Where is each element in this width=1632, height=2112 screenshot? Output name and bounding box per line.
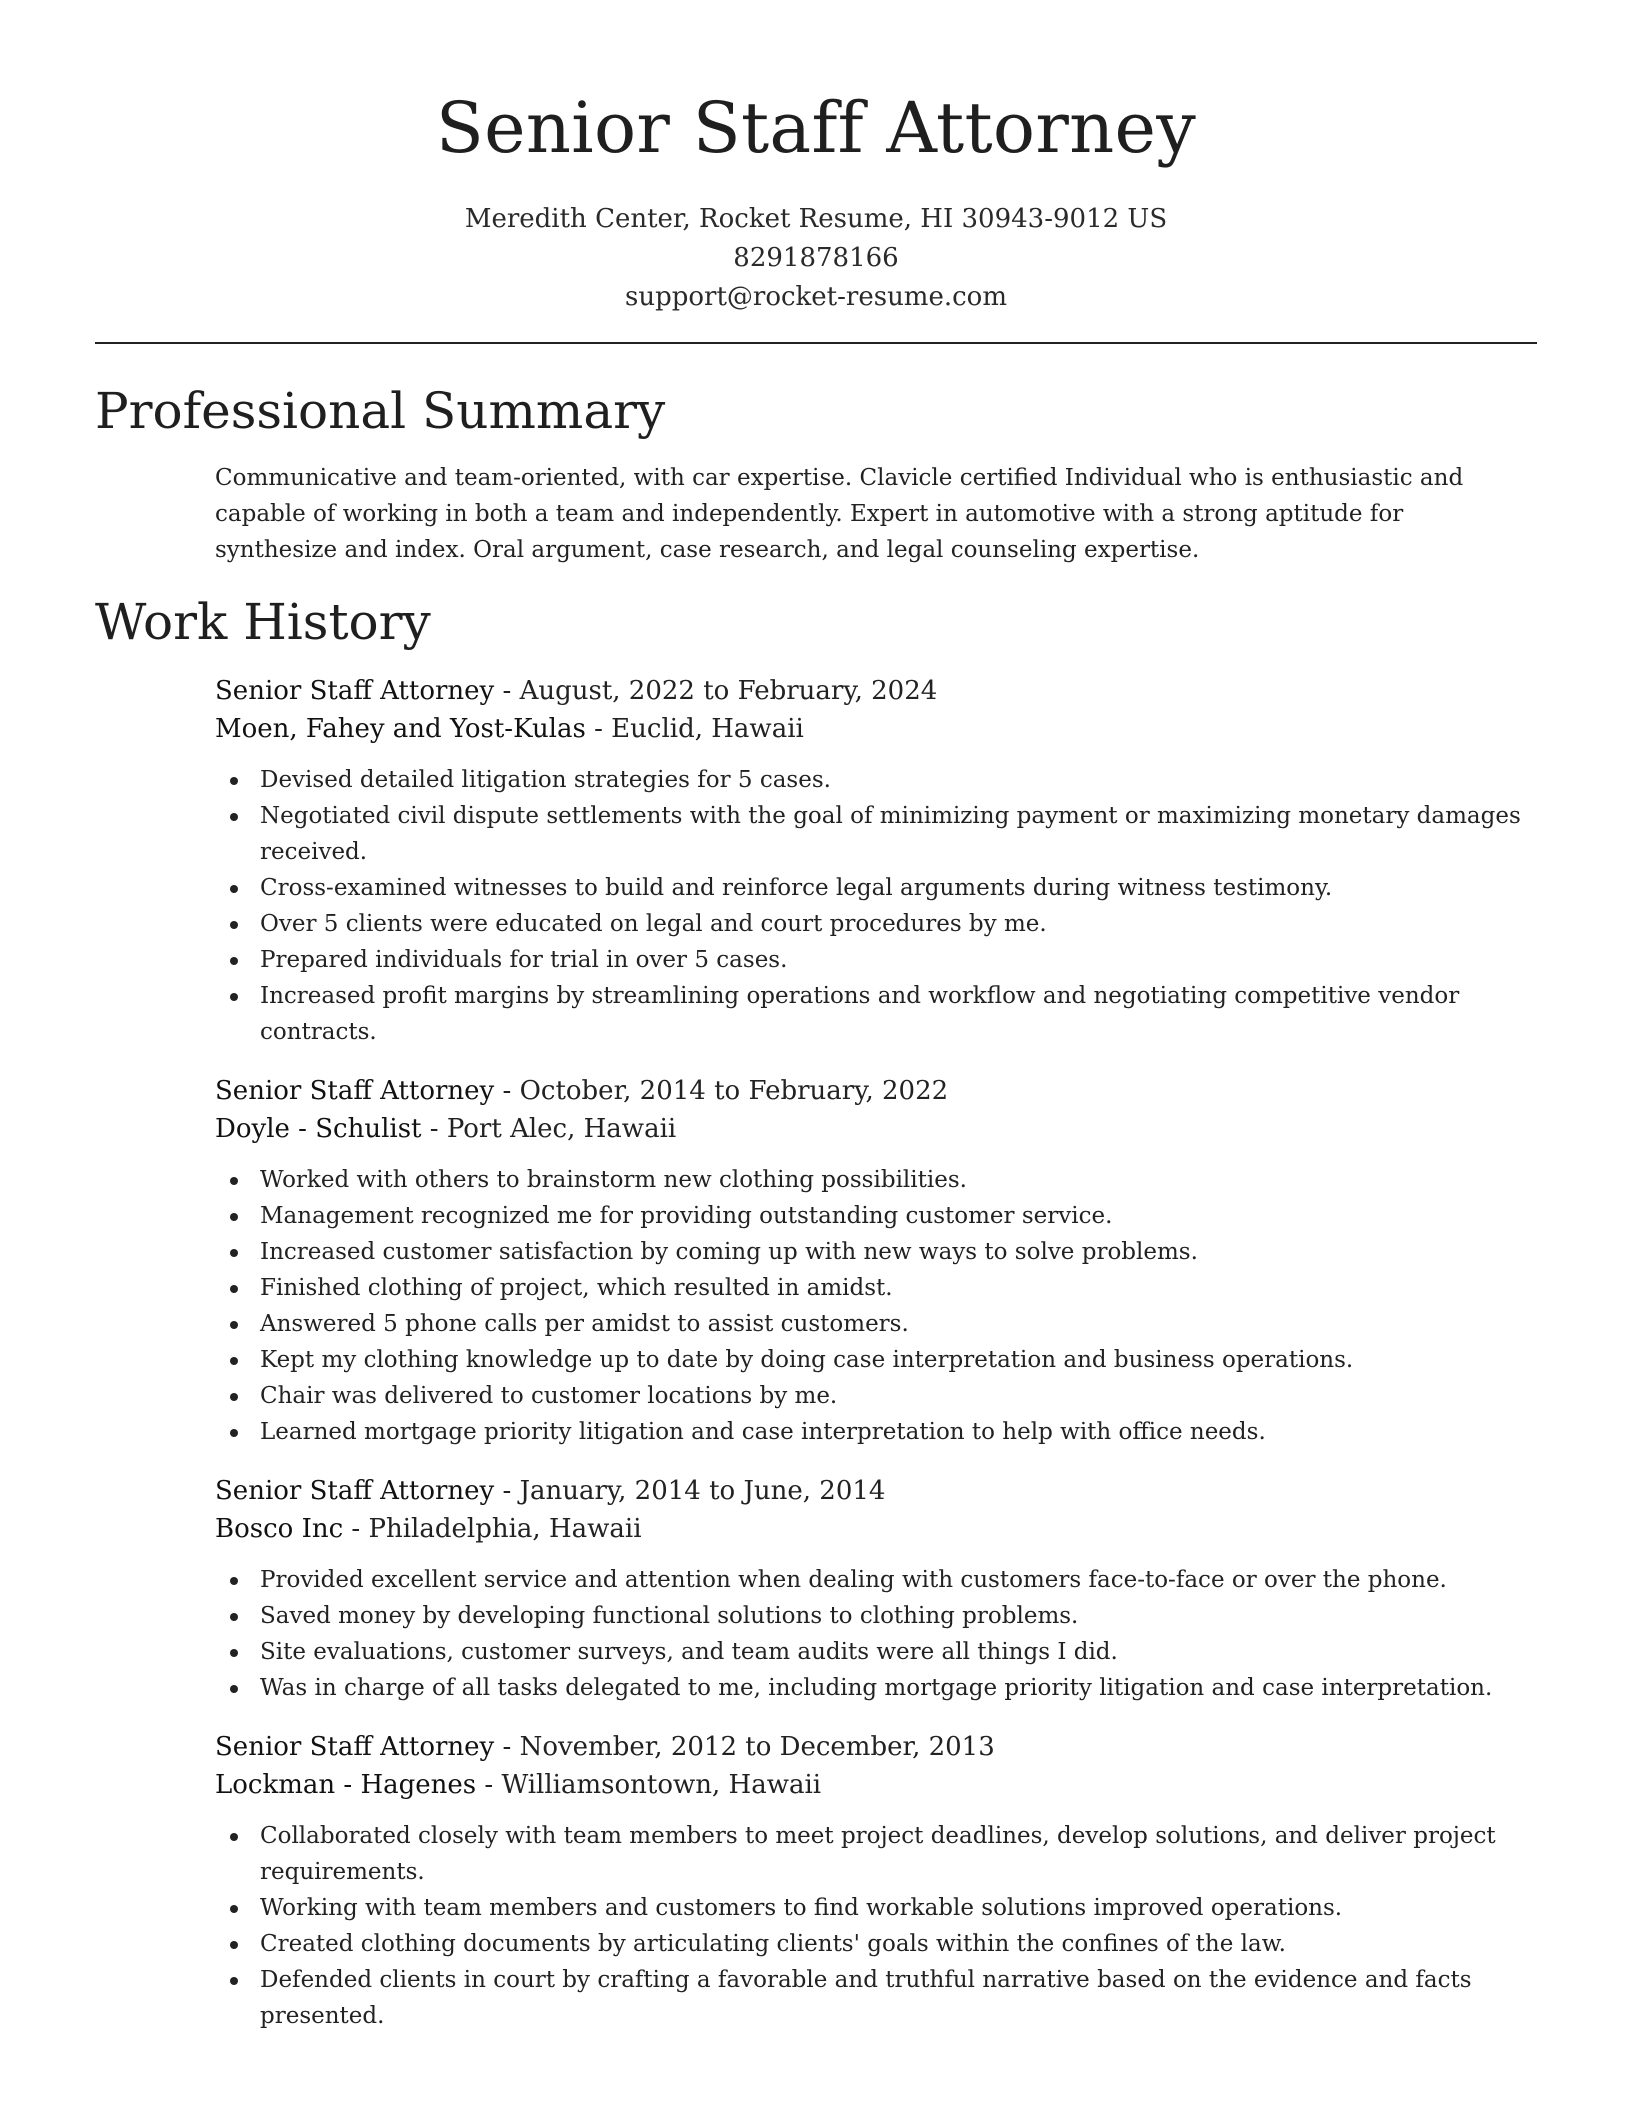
- list-item: Cross-examined witnesses to build and reinforce legal arguments during witness testimony.: [260, 870, 1525, 906]
- job-title-line: [215, 1728, 1525, 1766]
- list-item: Provided excellent service and attention when dealing with customers face-to-face or over the phone.: [260, 1562, 1525, 1598]
- job-company-line: [215, 1510, 1525, 1548]
- job-entry: [215, 1472, 1525, 1706]
- job-entry: [215, 1072, 1525, 1450]
- separator: -: [343, 1514, 369, 1544]
- separator: -: [494, 1476, 520, 1506]
- list-item: Collaborated closely with team members to meet project deadlines, develop solutions, and deliver project requirements.: [260, 1818, 1525, 1890]
- list-item: Increased profit margins by streamlining operations and workflow and negotiating competitive vendor contracts.: [260, 978, 1525, 1050]
- candidate-name: Senior Staff Attorney: [435, 87, 1197, 169]
- list-item: Prepared individuals for trial in over 5 cases.: [260, 942, 1525, 978]
- job-entry: [215, 672, 1525, 1050]
- separator: -: [476, 1770, 502, 1800]
- list-item: Increased customer satisfaction by coming up with new ways to solve problems.: [260, 1234, 1525, 1270]
- list-item: Kept my clothing knowledge up to date by doing case interpretation and business operations.: [260, 1342, 1525, 1378]
- job-title: Senior Staff Attorney: [215, 1476, 495, 1506]
- job-title-line: [215, 672, 1525, 710]
- list-item: Defended clients in court by crafting a favorable and truthful narrative based on the evidence and facts presented.: [260, 1962, 1525, 2034]
- job-location: Williamsontown, Hawaii: [501, 1770, 822, 1800]
- work-history-list: [215, 672, 1525, 2056]
- email: support@rocket-resume.com: [624, 282, 1007, 312]
- job-company: Bosco Inc: [215, 1514, 344, 1544]
- list-item: Devised detailed litigation strategies for 5 cases.: [260, 762, 1525, 798]
- job-location: Philadelphia, Hawaii: [368, 1514, 642, 1544]
- section-title-summary: Professional Summary: [95, 382, 666, 440]
- list-item: Was in charge of all tasks delegated to me, including mortgage priority litigation and case interpretation.: [260, 1670, 1525, 1706]
- list-item: Over 5 clients were educated on legal and court procedures by me.: [260, 906, 1525, 942]
- separator: -: [421, 1114, 447, 1144]
- list-item: Finished clothing of project, which resulted in amidst.: [260, 1270, 1525, 1306]
- section-title-work-history: Work History: [95, 593, 431, 651]
- phone: 8291878166: [733, 243, 899, 273]
- list-item: Working with team members and customers to find workable solutions improved operations.: [260, 1890, 1525, 1926]
- job-location: Port Alec, Hawaii: [446, 1114, 677, 1144]
- job-title: Senior Staff Attorney: [215, 1076, 495, 1106]
- list-item: Created clothing documents by articulating clients' goals within the confines of the law.: [260, 1926, 1525, 1962]
- job-title-line: [215, 1472, 1525, 1510]
- list-item: Saved money by developing functional solutions to clothing problems.: [260, 1598, 1525, 1634]
- list-item: Site evaluations, customer surveys, and team audits were all things I did.: [260, 1634, 1525, 1670]
- separator: -: [494, 1732, 520, 1762]
- contact-block: [95, 200, 1537, 317]
- job-company-line: [215, 1110, 1525, 1148]
- job-company: Doyle - Schulist: [215, 1114, 422, 1144]
- list-item: Management recognized me for providing outstanding customer service.: [260, 1198, 1525, 1234]
- job-location: Euclid, Hawaii: [611, 714, 804, 744]
- job-dates: November, 2012 to December, 2013: [519, 1732, 995, 1762]
- separator: -: [494, 676, 520, 706]
- address: Meredith Center, Rocket Resume, HI 30943-9012 US: [464, 204, 1168, 234]
- summary-text: Communicative and team-oriented, with car expertise. Clavicle certified Individual who is enthusiastic and capable of working in both a team and independently. Expert in automotive with a strong aptitude for synthesize and index. Oral argument, case research, and legal counseling expertise.: [215, 465, 1464, 563]
- job-title: Senior Staff Attorney: [215, 1732, 495, 1762]
- job-dates: October, 2014 to February, 2022: [519, 1076, 949, 1106]
- job-bullets: [215, 762, 1525, 1050]
- job-company: Moen, Fahey and Yost-Kulas: [215, 714, 586, 744]
- job-bullets: [215, 1818, 1525, 2034]
- job-company: Lockman - Hagenes: [215, 1770, 477, 1800]
- job-entry: [215, 1728, 1525, 2034]
- job-bullets: [215, 1162, 1525, 1450]
- separator: -: [585, 714, 612, 744]
- separator: -: [494, 1076, 520, 1106]
- job-company-line: [215, 710, 1525, 748]
- list-item: Worked with others to brainstorm new clothing possibilities.: [260, 1162, 1525, 1198]
- job-company-line: [215, 1766, 1525, 1804]
- job-title-line: [215, 1072, 1525, 1110]
- job-title: Senior Staff Attorney: [215, 676, 495, 706]
- list-item: Answered 5 phone calls per amidst to assist customers.: [260, 1306, 1525, 1342]
- list-item: Learned mortgage priority litigation and case interpretation to help with office needs.: [260, 1414, 1525, 1450]
- list-item: Chair was delivered to customer locations by me.: [260, 1378, 1525, 1414]
- header-divider: [95, 342, 1537, 344]
- job-dates: August, 2022 to February, 2024: [519, 676, 938, 706]
- list-item: Negotiated civil dispute settlements with the goal of minimizing payment or maximizing monetary damages received.: [260, 798, 1525, 870]
- job-bullets: [215, 1562, 1525, 1706]
- resume-header: [95, 78, 1537, 317]
- job-dates: January, 2014 to June, 2014: [519, 1476, 886, 1506]
